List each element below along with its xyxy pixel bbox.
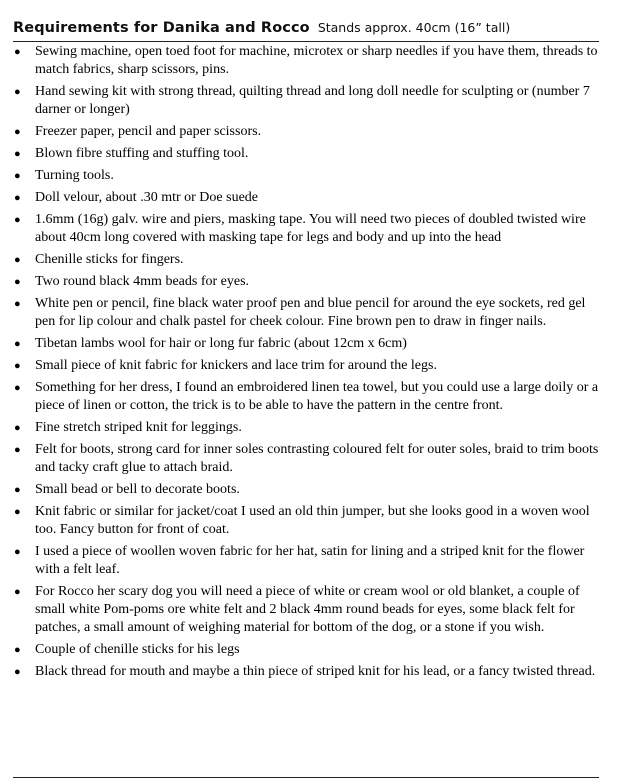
bullet-icon: ● — [14, 254, 21, 266]
list-item-text: Chenille sticks for fingers. — [35, 252, 184, 267]
bullet-icon: ● — [14, 422, 21, 434]
list-item-text: Small bead or bell to decorate boots. — [35, 482, 240, 497]
bullet-icon: ● — [14, 666, 21, 678]
list-item — [13, 273, 603, 291]
document-title: Requirements for Danika and Rocco — [13, 20, 310, 36]
list-item-text: Blown fibre stuffing and stuffing tool. — [35, 146, 249, 161]
list-item — [13, 583, 603, 637]
bullet-icon: ● — [14, 546, 21, 558]
list-item — [13, 295, 603, 331]
list-item — [13, 211, 603, 247]
list-item — [13, 189, 603, 207]
bullet-icon: ● — [14, 126, 21, 138]
list-item-text: White pen or pencil, fine black water proof pen and blue pencil for around the eye sockets, red gel pen for lip colour and chalk pastel for cheek colour. Fine brown pen to draw in finger nails. — [35, 296, 586, 329]
list-item-text: Two round black 4mm beads for eyes. — [35, 274, 250, 289]
document-subtitle: Stands approx. 40cm (16” tall) — [317, 20, 511, 35]
list-item-text: Small piece of knit fabric for knickers and lace trim for around the legs. — [35, 358, 437, 373]
list-item — [13, 641, 603, 659]
list-item-text: Turning tools. — [35, 168, 114, 183]
list-item-text: Black thread for mouth and maybe a thin piece of striped knit for his lead, or a fancy twisted thread. — [35, 664, 596, 679]
header-divider — [13, 41, 599, 42]
list-item-text: Fine stretch striped knit for leggings. — [35, 420, 242, 435]
bullet-icon: ● — [14, 360, 21, 372]
bullet-icon: ● — [14, 444, 21, 456]
list-item-text: Sewing machine, open toed foot for machine, microtex or sharp needles if you have them, threads to match fabrics, sharp scissors, pins. — [35, 44, 598, 77]
bullet-icon: ● — [14, 148, 21, 160]
list-item-text: I used a piece of woollen woven fabric for her hat, satin for lining and a striped knit for the flower with a felt leaf. — [35, 544, 585, 577]
list-item — [13, 357, 603, 375]
list-item — [13, 441, 603, 477]
list-item-text: Couple of chenille sticks for his legs — [35, 642, 240, 657]
list-item-text: Doll velour, about .30 mtr or Doe suede — [35, 190, 259, 205]
list-item — [13, 419, 603, 437]
bullet-icon: ● — [14, 298, 21, 310]
list-item-text: Tibetan lambs wool for hair or long fur fabric (about 12cm x 6cm) — [35, 336, 407, 351]
bullet-icon: ● — [14, 382, 21, 394]
document-header — [13, 17, 613, 36]
footer-divider — [13, 777, 599, 778]
list-item-text: Knit fabric or similar for jacket/coat I used an old thin jumper, but she looks good in a woven wool too. Fancy button for front of coat. — [35, 504, 590, 537]
list-item — [13, 481, 603, 499]
list-item — [13, 123, 603, 141]
list-item — [13, 83, 603, 119]
list-item-text: Hand sewing kit with strong thread, quilting thread and long doll needle for sculpting or (number 7 darner or longer) — [35, 84, 590, 117]
bullet-icon: ● — [14, 46, 21, 58]
list-item-text: Freezer paper, pencil and paper scissors. — [35, 124, 262, 139]
list-item — [13, 543, 603, 579]
requirements-list — [13, 43, 603, 685]
list-item-text: Something for her dress, I found an embroidered linen tea towel, but you could use a large doily or a piece of linen or cotton, the trick is to be able to have the pattern in the centre front. — [35, 380, 599, 413]
bullet-icon: ● — [14, 338, 21, 350]
list-item — [13, 503, 603, 539]
list-item-text: 1.6mm (16g) galv. wire and piers, masking tape. You will need two pieces of doubled twisted wire about 40cm long covered with masking tape for legs and body and up into the head — [35, 212, 586, 245]
list-item-text: For Rocco her scary dog you will need a piece of white or cream wool or old blanket, a couple of small white Pom-poms ore white felt and 2 black 4mm round beads for eyes, some black felt for patches, a small amount of weighing material for bottom of the dog, or a stone if you wish. — [35, 584, 580, 635]
bullet-icon: ● — [14, 170, 21, 182]
list-item — [13, 43, 603, 79]
list-item — [13, 145, 603, 163]
bullet-icon: ● — [14, 484, 21, 496]
list-item-text: Felt for boots, strong card for inner soles contrasting coloured felt for outer soles, braid to trim boots and tacky craft glue to attach braid. — [35, 442, 599, 475]
list-item — [13, 251, 603, 269]
list-item — [13, 379, 603, 415]
list-item — [13, 167, 603, 185]
bullet-icon: ● — [14, 644, 21, 656]
bullet-icon: ● — [14, 192, 21, 204]
bullet-icon: ● — [14, 214, 21, 226]
bullet-icon: ● — [14, 86, 21, 98]
bullet-icon: ● — [14, 506, 21, 518]
list-item — [13, 663, 603, 681]
list-item — [13, 335, 603, 353]
bullet-icon: ● — [14, 276, 21, 288]
bullet-icon: ● — [14, 586, 21, 598]
